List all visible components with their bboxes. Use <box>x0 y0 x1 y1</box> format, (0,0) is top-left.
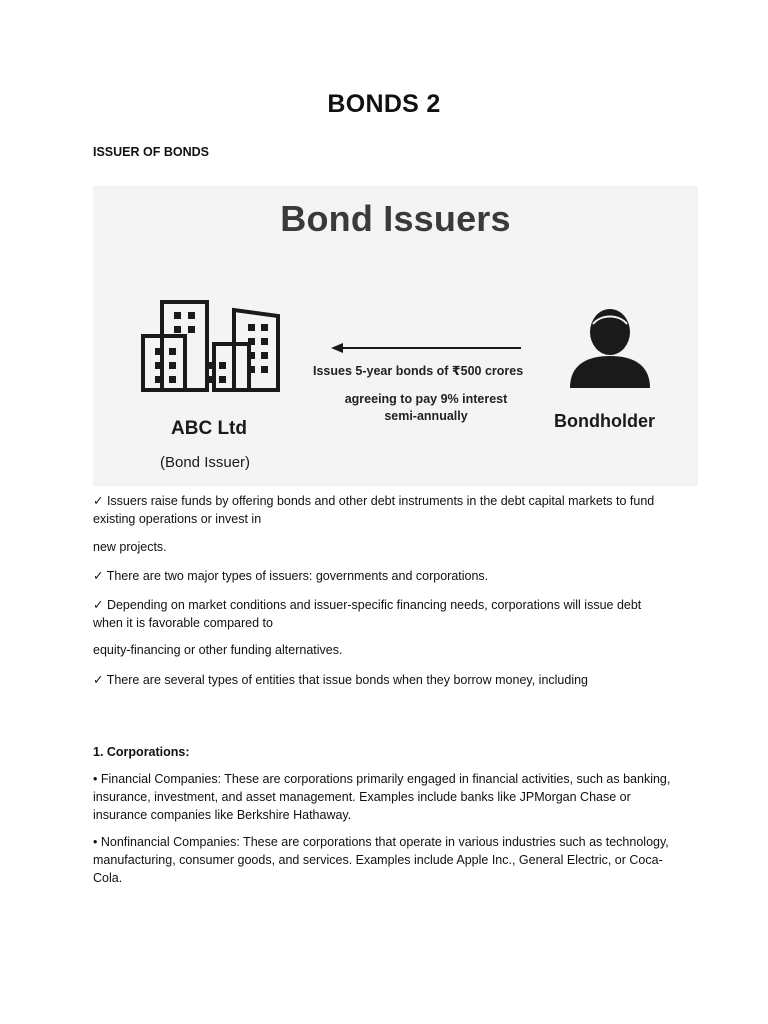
page-title: BONDS 2 <box>327 90 441 118</box>
paragraph: ✓ There are two major types of issuers: governments and corporations. <box>93 569 489 583</box>
paragraph: equity-financing or other funding alternatives. <box>93 643 343 657</box>
building-windows <box>155 312 268 383</box>
arrow-label: Issues 5-year bonds of ₹500 crores <box>313 364 524 378</box>
paragraph: ✓ There are several types of entities that issue bonds when they borrow money, including <box>93 673 589 687</box>
section-heading: ISSUER OF BONDS <box>93 145 209 159</box>
paragraph: ✓ Depending on market conditions and issuer-specific financing needs, corporations will issue debt when it is favorable compared to <box>93 598 642 630</box>
bond-issuers-figure <box>93 186 698 486</box>
figure-title: Bond Issuers <box>280 198 511 239</box>
paragraph: new projects. <box>93 540 167 554</box>
subsection-heading: 1. Corporations: <box>93 745 190 759</box>
terms-line-1: agreeing to pay 9% interest <box>344 392 508 406</box>
bondholder-label: Bondholder <box>554 411 655 431</box>
bullet-item: • Financial Companies: These are corporations primarily engaged in financial activities, such as banking, insurance, investment, and asset management. Examples include banks like JPMorgan Chase or insurance companies like Berkshire Hathaway. <box>93 772 671 822</box>
paragraph: ✓ Issuers raise funds by offering bonds and other debt instruments in the debt capital markets to fund existing operations or invest in <box>93 494 655 526</box>
issuer-role: (Bond Issuer) <box>160 454 251 471</box>
person-icon <box>570 309 650 388</box>
terms-label <box>341 391 511 425</box>
issuer-name: ABC Ltd <box>171 418 247 439</box>
terms-line-2: semi-annually <box>384 409 468 423</box>
arrow-left-icon <box>331 343 521 353</box>
bullet-item: • Nonfinancial Companies: These are corporations that operate in various industries such as technology, manufacturing, consumer goods, and services. Examples include Apple Inc., General Electric, or Coca-Cola. <box>93 835 669 885</box>
